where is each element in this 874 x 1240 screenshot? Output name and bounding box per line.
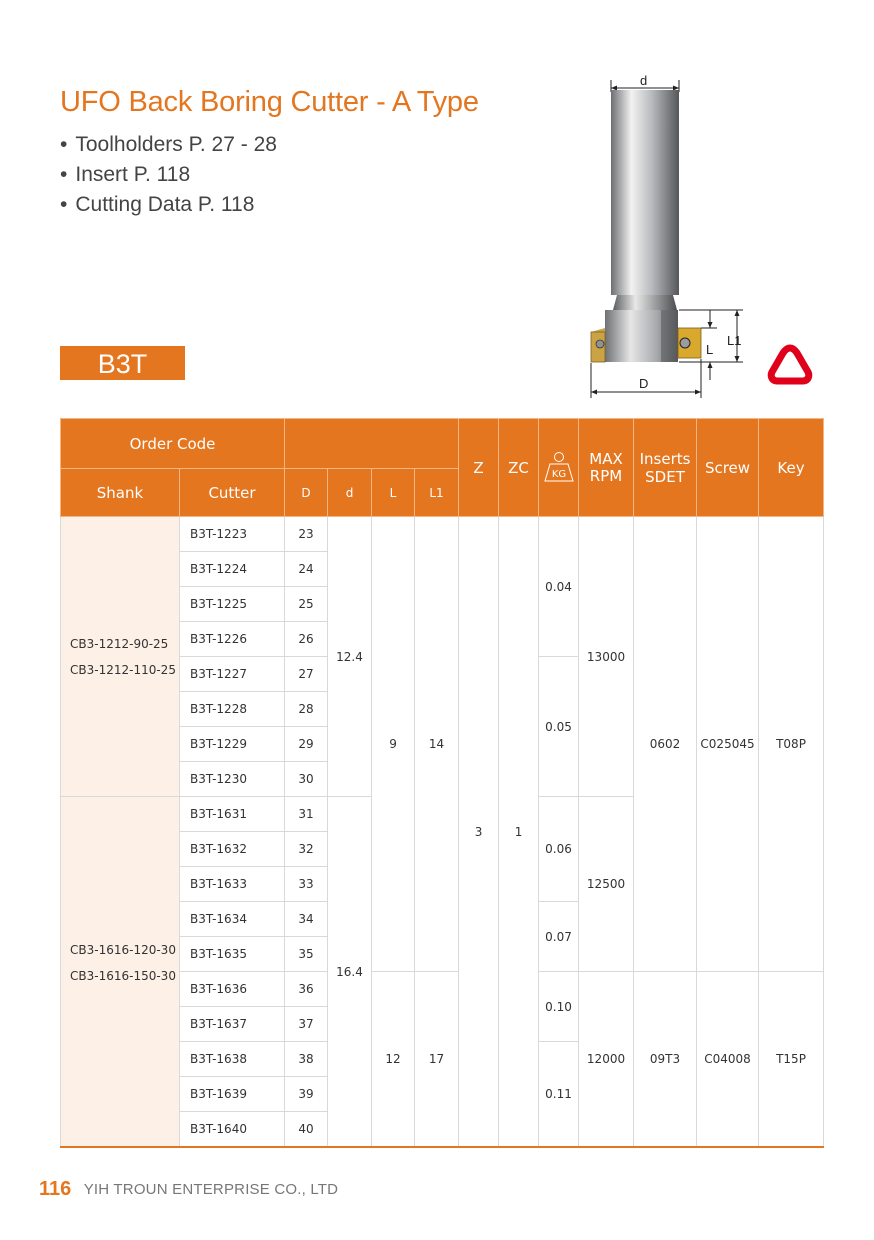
inserts-header [634,419,697,517]
d-value: 12.4 [328,517,372,797]
cutter-code: B3T-1223 [180,517,285,552]
shank-header: Shank [61,469,180,517]
screw-header: Screw [697,419,759,517]
cutter-code: B3T-1633 [180,867,285,902]
D-value: 24 [285,552,328,587]
cutter-code: B3T-1224 [180,552,285,587]
rpm-value: 12500 [579,797,634,972]
order-code-header: Order Code [61,419,285,469]
zc-value: 1 [499,517,539,1148]
weight-header [539,419,579,517]
weight-value: 0.07 [539,902,579,972]
z-header: Z [459,419,499,517]
z-value: 3 [459,517,499,1148]
insert-value: 0602 [634,517,697,972]
D-value: 37 [285,1007,328,1042]
cutter-code: B3T-1636 [180,972,285,1007]
table-row [61,517,824,552]
rpm-value: 13000 [579,517,634,797]
D-value: 26 [285,622,328,657]
d-header: d [328,469,372,517]
reference-insert: • Insert P. 118 [60,160,277,190]
L-value: 12 [372,972,415,1148]
cutter-drawing [575,70,755,400]
D-value: 31 [285,797,328,832]
screw-value: C04008 [697,972,759,1148]
footer [39,1178,338,1201]
shank-code: CB3-1616-120-30 [70,943,176,957]
rpm-label: RPM [589,466,623,485]
cutter-code: B3T-1635 [180,937,285,972]
L-dimension-label: L [706,342,714,357]
shank-code: CB3-1212-90-25 [70,636,169,651]
zc-header: ZC [499,419,539,517]
cutter-code: B3T-1631 [180,797,285,832]
max-rpm-header [579,419,634,517]
D-value: 29 [285,727,328,762]
D-value: 23 [285,517,328,552]
cutter-header: Cutter [180,469,285,517]
cutter-code: B3T-1228 [180,692,285,727]
key-value: T15P [759,972,824,1148]
key-value: T08P [759,517,824,972]
inserts-label: Inserts [639,449,691,468]
D-value: 30 [285,762,328,797]
D-value: 32 [285,832,328,867]
D-value: 34 [285,902,328,937]
cutter-code: B3T-1637 [180,1007,285,1042]
shank-code: CB3-1212-110-25 [70,662,176,677]
screw-value: C025045 [697,517,759,972]
max-label: MAX [589,449,623,468]
reference-list [60,130,277,220]
cutter-code: B3T-1632 [180,832,285,867]
key-header: Key [759,419,824,517]
D-dimension-label: D [639,376,649,391]
rounded-triangle-icon [766,344,814,386]
series-badge: B3T [60,346,185,380]
L1-value: 14 [415,517,459,972]
cutter-code: B3T-1634 [180,902,285,937]
weight-value: 0.04 [539,517,579,657]
D-header: D [285,469,328,517]
D-value: 39 [285,1077,328,1112]
D-value: 40 [285,1112,328,1148]
kg-weight-icon [544,451,574,485]
L-header: L [372,469,415,517]
D-value: 38 [285,1042,328,1077]
D-value: 27 [285,657,328,692]
shank-group-1 [61,517,180,797]
d-dimension-label: d [640,73,648,88]
cutter-code: B3T-1230 [180,762,285,797]
d-value: 16.4 [328,797,372,1148]
svg-text:KG: KG [551,468,566,480]
sdet-label: SDET [645,467,685,486]
cutter-code: B3T-1225 [180,587,285,622]
company-name: YIH TROUN ENTERPRISE CO., LTD [83,1181,339,1198]
insert-value: 09T3 [634,972,697,1148]
cutter-code: B3T-1638 [180,1042,285,1077]
shank-code: CB3-1616-150-30 [70,969,176,983]
shank-group-2 [61,797,180,1148]
reference-cutting-data: • Cutting Data P. 118 [60,190,277,220]
L1-dimension-label: L1 [727,333,742,348]
spec-table [60,418,824,1148]
weight-value: 0.05 [539,657,579,797]
cutter-code: B3T-1227 [180,657,285,692]
L1-value: 17 [415,972,459,1148]
L-value: 9 [372,517,415,972]
weight-value: 0.06 [539,797,579,902]
page-title: UFO Back Boring Cutter - A Type [60,86,479,118]
L1-header: L1 [415,469,459,517]
D-value: 33 [285,867,328,902]
reference-toolholders: • Toolholders P. 27 - 28 [60,130,277,160]
D-value: 25 [285,587,328,622]
cutter-code: B3T-1226 [180,622,285,657]
weight-value: 0.10 [539,972,579,1042]
cutter-code: B3T-1640 [180,1112,285,1148]
dimensions-header [285,419,459,469]
D-value: 35 [285,937,328,972]
cutter-code: B3T-1639 [180,1077,285,1112]
D-value: 36 [285,972,328,1007]
page-number: 116 [39,1178,72,1200]
rpm-value: 12000 [579,972,634,1148]
weight-value: 0.11 [539,1042,579,1148]
cutter-code: B3T-1229 [180,727,285,762]
D-value: 28 [285,692,328,727]
